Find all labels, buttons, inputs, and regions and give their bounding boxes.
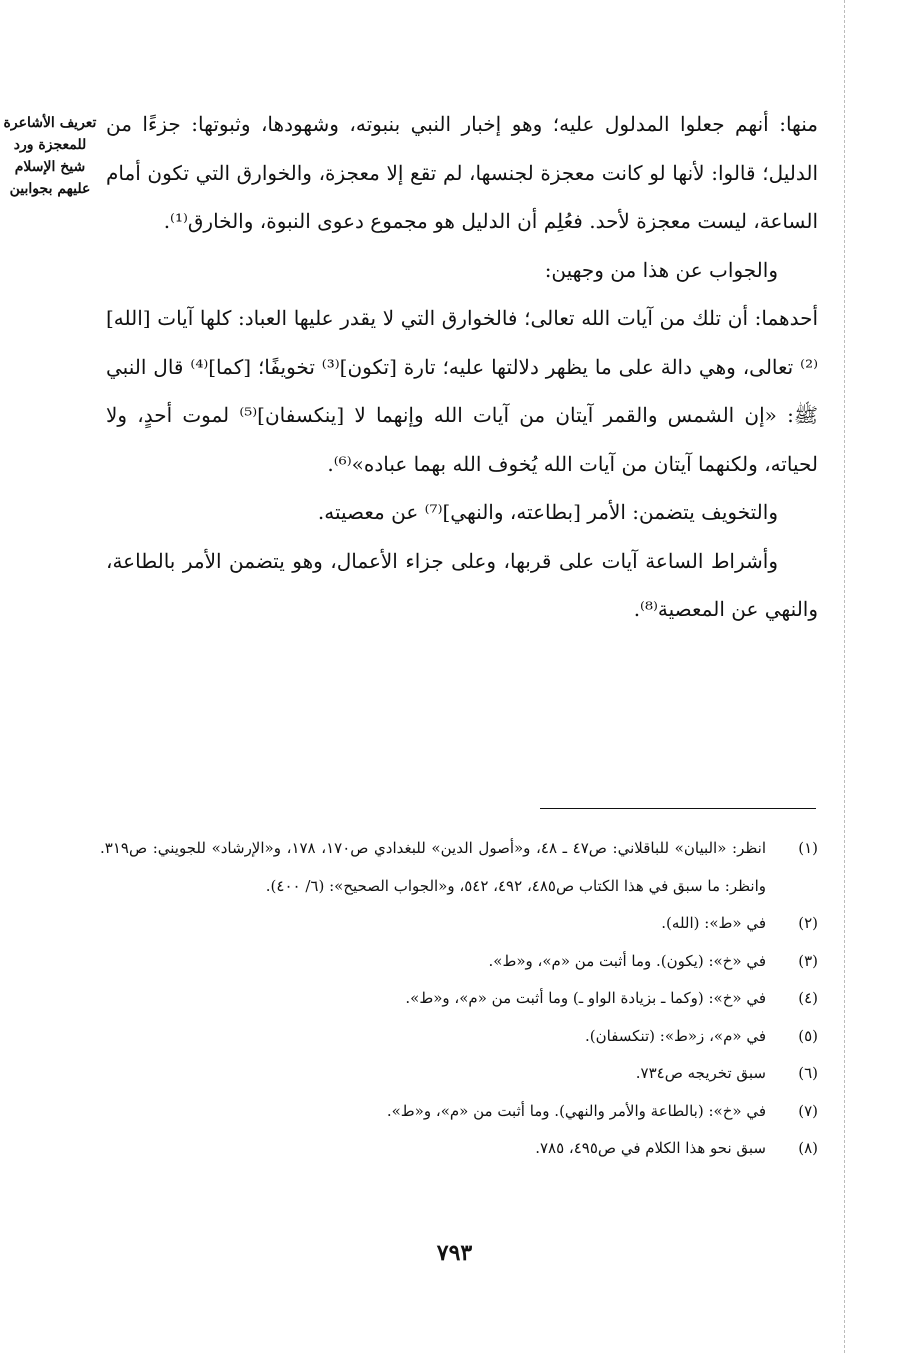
footnote: [100, 905, 818, 943]
footnote-number: (٣): [798, 951, 818, 970]
footnote-text: في «خ»: (يكون). وما أثبت من «م»، و«ط».: [488, 951, 766, 970]
paragraph: أحدهما: أن تلك من آيات الله تعالى؛ فالخوارق التي لا يقدر عليها العباد: كلها آيات [الله]⁽²⁾ تعالى، وهي دالة على ما يظهر دلالتها عليه؛ تارة [تكون]⁽³⁾ تخويفًا؛ [كما]⁽⁴⁾ قال النبي ﷺ: «إن الشمس والقمر آيتان من آيات الله وإنهما لا [ينكسفان]⁽⁵⁾ لموت أحدٍ، ولا لحياته، ولكنهما آيتان من آيات الله يُخوف الله بهما عباده»⁽⁶⁾.: [106, 306, 819, 476]
page-number: ٧٩٣: [436, 1240, 473, 1266]
footnote-text: سبق تخريجه ص٧٣٤.: [635, 1064, 766, 1082]
footnote-text: في «خ»: (بالطاعة والأمر والنهي). وما أثبت من «م»، و«ط».: [386, 1101, 766, 1120]
footnote-text: في «خ»: (وكما ـ بزيادة الواو ـ) وما أثبت من «م»، و«ط».: [405, 989, 766, 1007]
footnote-separator: [540, 808, 816, 809]
footnote-number: (٦): [798, 1064, 818, 1082]
footnote: [100, 1130, 818, 1168]
footnote: [100, 980, 818, 1018]
footnote: [100, 1093, 818, 1131]
footnote: [100, 1018, 818, 1056]
footnote: [100, 943, 818, 981]
paragraph: والجواب عن هذا من وجهين:: [544, 257, 778, 282]
footnote-number: (٥): [798, 1026, 818, 1045]
paragraph: منها: أنهم جعلوا المدلول عليه؛ وهو إخبار النبي بنبوته، وشهودها، وثبوتها: جزءًا من الدليل؛ قالوا: لأنها لو كانت معجزة لجنسها، لم تقع إلا معجزة، والخوارق التي تكون أمام الساعة، ليست معجزة لأحد. فعُلِم أن الدليل هو مجموع دعوى النبوة، والخارق⁽¹⁾.: [106, 112, 818, 233]
footnote-number: (٤): [798, 989, 818, 1007]
footnote: [100, 830, 818, 905]
footnote-number: (٢): [798, 914, 818, 932]
footnote: [100, 1055, 818, 1093]
footnote-number: (١): [798, 839, 818, 857]
footnote-text: انظر: «البيان» للباقلاني: ص٤٧ ـ ٤٨، و«أصول الدين» للبغدادي ص١٧٠، ١٧٨، و«الإرشاد» للجويني: ص٣١٩. وانظر: ما سبق في هذا الكتاب ص٤٨٥، ٤٩٢، ٥٤٢، و«الجواب الصحيح»: (٦/ ٤٠٠).: [100, 839, 767, 895]
main-text: [106, 100, 818, 634]
footnote-text: في «م»، ز«ط»: (تنكسفان).: [585, 1026, 766, 1045]
footnote-number: (٧): [798, 1101, 818, 1120]
paragraph: وأشراط الساعة آيات على قربها، وعلى جزاء الأعمال، وهو يتضمن الأمر بالطاعة، والنهي عن المعصية⁽⁸⁾.: [106, 548, 818, 621]
footnote-text: في «ط»: (الله).: [661, 914, 766, 932]
paragraph: والتخويف يتضمن: الأمر [بطاعته، والنهي]⁽⁷⁾ عن معصيته.: [317, 500, 778, 524]
page-fold-line: [844, 0, 845, 1353]
footnote-text: سبق نحو هذا الكلام في ص٤٩٥، ٧٨٥.: [535, 1139, 766, 1157]
footnotes: [100, 830, 818, 1168]
margin-note: تعريف الأشاعرة للمعجزة ورد شيخ الإسلام عليهم بجوابين: [3, 115, 97, 197]
footnote-number: (٨): [798, 1139, 818, 1157]
